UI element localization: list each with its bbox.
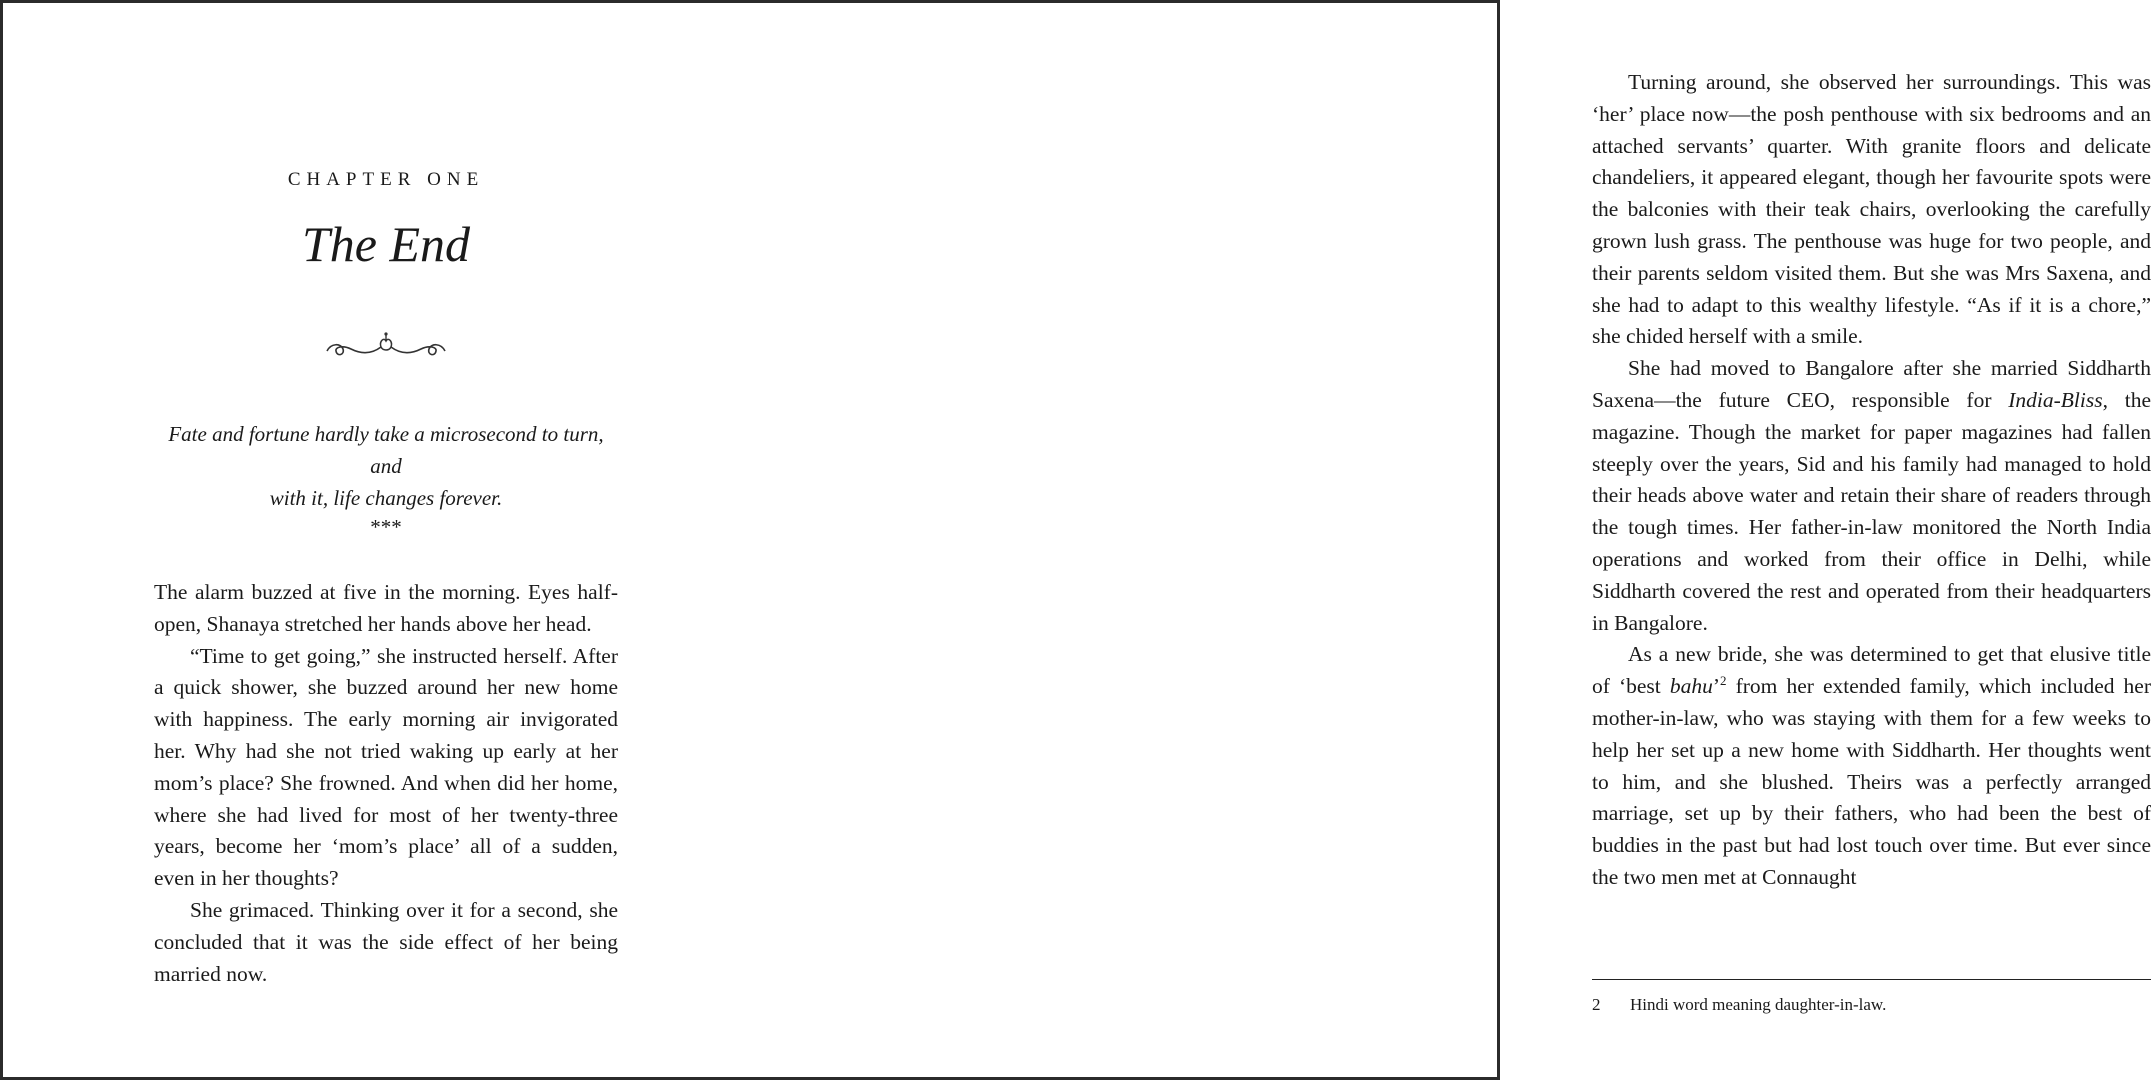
text-run: , the magazine. Though the market for paper magazines had fallen steeply over the years, Sid and his family had managed to hold their heads above water and retain their share of readers through the tough times. Her father-in-law monitored the North India operations and worked from their office in Delhi, while Siddharth covered the rest and operated from their headquarters in Bangalore. [1592,387,2151,635]
section-break: *** [370,515,402,539]
text-run: She had moved to Bangalore after she married Siddharth Saxena—the future CEO, responsible for [1592,356,2151,412]
closing-quote: ’ [1712,674,1721,699]
footnote [1592,993,2151,1017]
left-body-text [154,577,618,990]
footnote-text: Hindi word meaning daughter-in-law. [1630,995,1887,1014]
paragraph: Turning around, she observed her surroundings. This was ‘her’ place now—the posh penthouse with six bedrooms and an attached servants’ quarter. With granite floors and delicate chandeliers, it appeared elegant, though her favourite spots were the balconies with their teak chairs, overlooking the carefully grown lush grass. The penthouse was huge for two people, and their parents seldom visited them. But she was Mrs Saxena, and she had to adapt to this wealthy lifestyle. “As if it is a chore,” she chided herself with a smile. [1592,70,2151,349]
epigraph [153,418,619,514]
italic-term: bahu [1669,674,1713,699]
paragraph: The alarm buzzed at five in the morning. Eyes half-open, Shanaya stretched her hands above her head. [154,580,618,636]
footnote-divider [1592,979,2151,980]
right-page [753,3,2151,1077]
chapter-title: The End [301,216,471,272]
epigraph-line-2: with it, life changes forever. [269,486,503,510]
magazine-title: India-Bliss [2008,387,2103,412]
paragraph: “Time to get going,” she instructed herself. After a quick shower, she buzzed around her new home with happiness. The early morning air invigorated her. Why had she not tried waking up early at her mom’s place? She frowned. And when did her home, where she had lived for most of her twenty-three years, become her ‘mom’s place’ all of a sudden, even in her thoughts? [154,643,618,891]
left-page [3,3,753,1077]
paragraph: She grimaced. Thinking over it for a second, she concluded that it was the side effect of her being married now. [154,897,618,986]
text-run: As a new bride, she was determined to get that elusive title of ‘best [1592,642,2151,699]
right-body-text [1592,67,2151,894]
footnote-ref[interactable]: 2 [1720,672,1727,688]
paragraph [1592,639,2151,893]
text-run: from her extended family, which included her mother-in-law, who was staying with them for a few weeks to help her set up a new home with Siddharth. Her thoughts went to him, and she blushed. Theirs was a perfectly arranged marriage, set up by their fathers, who had been the best of buddies in the past but had lost touch over time. But ever since the two men met at Connaught [1592,674,2151,889]
paragraph [1592,353,2151,639]
epigraph-line-1: Fate and fortune hardly take a microsecond to turn, and [168,422,604,478]
chapter-label: CHAPTER ONE [287,169,485,190]
flourish-divider-icon [321,329,451,363]
footnote-number: 2 [1592,995,1601,1014]
